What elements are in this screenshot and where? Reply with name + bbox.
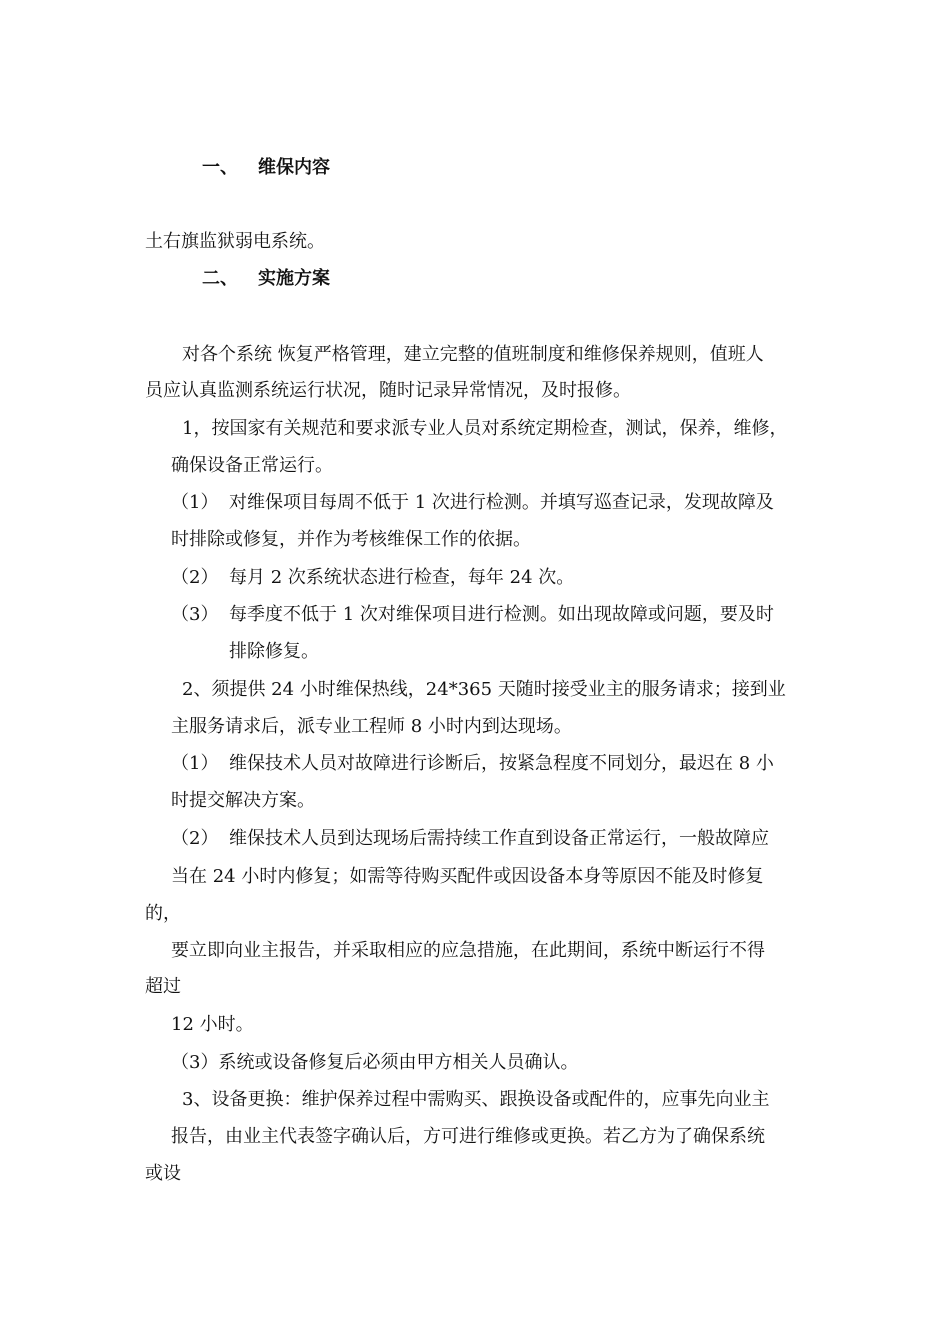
heading-title: 维保内容 xyxy=(258,157,330,178)
list-item xyxy=(171,604,774,626)
point-line: 主服务请求后，派专业工程师 8 小时内到达现场。 xyxy=(171,716,572,737)
list-item xyxy=(171,567,574,589)
item-continuation: 时排除或修复，并作为考核维保工作的依据。 xyxy=(171,529,531,550)
item-continuation: 的， xyxy=(145,903,181,924)
list-item: （3）系统或设备修复后必须由甲方相关人员确认。 xyxy=(171,1052,579,1073)
scope-line: 土右旗监狱弱电系统。 xyxy=(145,231,325,252)
intro-line: 对各个系统 恢复严格管理，建立完整的值班制度和维修保养规则，值班人 xyxy=(182,344,764,365)
point-line: 确保设备正常运行。 xyxy=(171,455,333,476)
point-line: 或设 xyxy=(145,1163,181,1184)
item-text: 每月 2 次系统状态进行检查，每年 24 次。 xyxy=(229,567,575,588)
item-continuation: 排除修复。 xyxy=(229,641,319,662)
item-continuation: 时提交解决方案。 xyxy=(171,790,315,811)
heading-number: 一、 xyxy=(202,157,238,178)
section-heading-maintenance-content xyxy=(202,157,330,179)
item-text: 对维保项目每周不低于 1 次进行检测。并填写巡查记录，发现故障及 xyxy=(229,492,774,513)
item-number: （3） xyxy=(171,604,219,625)
item-number: （1） xyxy=(171,492,219,513)
section-heading-implementation-plan xyxy=(202,268,330,290)
heading-number: 二、 xyxy=(202,268,238,289)
item-number: （1） xyxy=(171,753,219,774)
item-continuation: 超过 xyxy=(145,976,181,997)
point-line: 2、须提供 24 小时维保热线，24*365 天随时接受业主的服务请求；接到业 xyxy=(182,679,786,700)
item-number: （2） xyxy=(171,567,219,588)
heading-title: 实施方案 xyxy=(258,268,330,289)
point-line: 报告，由业主代表签字确认后，方可进行维修或更换。若乙方为了确保系统 xyxy=(171,1126,765,1147)
list-item xyxy=(171,492,774,514)
intro-line: 员应认真监测系统运行状况，随时记录异常情况，及时报修。 xyxy=(145,380,631,401)
point-line: 1，按国家有关规范和要求派专业人员对系统定期检查，测试，保养，维修， xyxy=(182,418,788,439)
item-continuation: 当在 24 小时内修复；如需等待购买配件或因设备本身等原因不能及时修复 xyxy=(171,866,764,887)
item-text: 维保技术人员到达现场后需持续工作直到设备正常运行，一般故障应 xyxy=(229,828,769,849)
item-continuation: 要立即向业主报告，并采取相应的应急措施，在此期间，系统中断运行不得 xyxy=(171,940,765,961)
item-text: 每季度不低于 1 次对维保项目进行检测。如出现故障或问题，要及时 xyxy=(229,604,774,625)
point-line: 3、设备更换：维护保养过程中需购买、跟换设备或配件的，应事先向业主 xyxy=(182,1089,770,1110)
list-item xyxy=(171,753,774,775)
item-continuation: 12 小时。 xyxy=(171,1014,254,1035)
item-text: 维保技术人员对故障进行诊断后，按紧急程度不同划分，最迟在 8 小 xyxy=(229,753,774,774)
list-item xyxy=(171,828,769,850)
item-number: （2） xyxy=(171,828,219,849)
